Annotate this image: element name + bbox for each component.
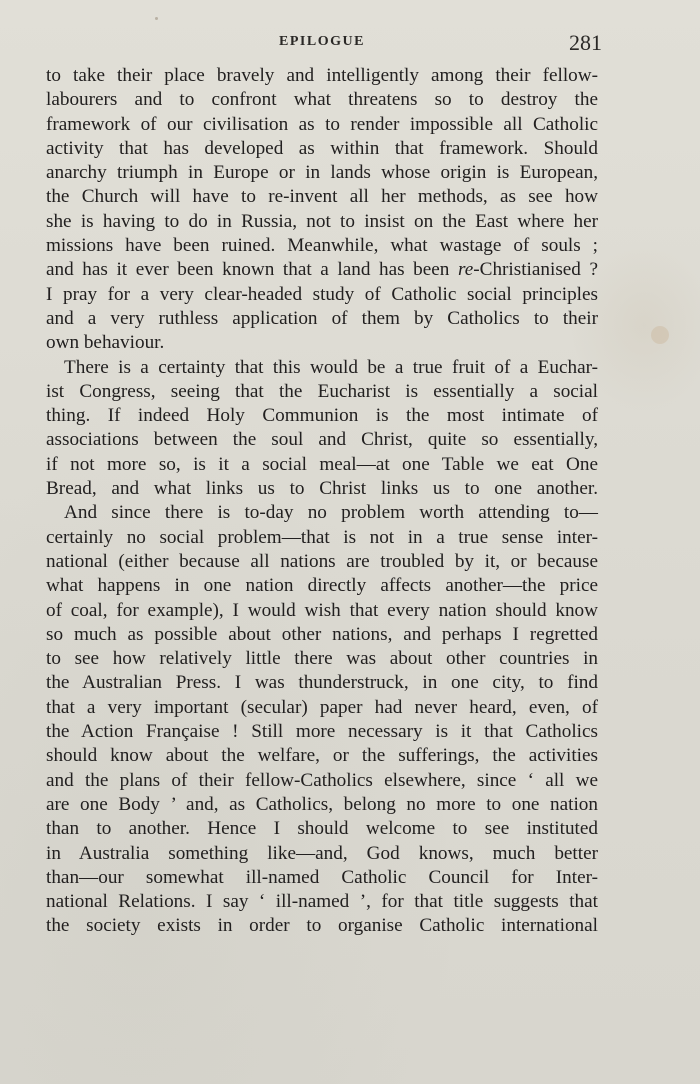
text-line: of coal, for example), I would wish that every nation should know (46, 599, 598, 621)
text-line: thing. If indeed Holy Communion is the most intimate of (46, 405, 598, 427)
text-line: she is having to do in Russia, not to insist on the East where her (46, 210, 598, 232)
text-line: that a very important (secular) paper had never heard, even, of (46, 696, 598, 718)
text-line: if not more so, is it a social meal—at one Table we eat One (46, 453, 598, 475)
text-line: own behaviour. (46, 332, 165, 354)
text-line (46, 258, 598, 282)
text-line: I pray for a very clear-headed study of Catholic social principles (46, 283, 598, 305)
text-line: certainly no social problem—that is not in a true sense inter- (46, 526, 598, 548)
italic-text: re (457, 259, 474, 281)
text-line: are one Body ’ and, as Catholics, belong no more to one nation (46, 793, 598, 815)
paper-stain (651, 326, 669, 344)
text-line: labourers and to confront what threatens so to destroy the (46, 89, 598, 111)
text-line: what happens in one nation directly affects another—the price (46, 575, 598, 597)
text-line: so much as possible about other nations, and perhaps I regretted (46, 623, 598, 645)
text-line: Bread, and what links us to Christ links us to one another. (46, 478, 598, 500)
page-header (46, 30, 602, 58)
text-line: associations between the soul and Christ, quite so essentially, (46, 429, 598, 451)
paper-speck (155, 17, 158, 20)
text-line: should know about the welfare, or the sufferings, the activities (46, 745, 598, 767)
text-line: in Australia something like—and, God knows, much better (46, 842, 598, 864)
text-line: the Church will have to re-invent all her methods, as see how (46, 186, 598, 208)
text-line: activity that has developed as within that framework. Should (46, 137, 598, 159)
paragraph-first-line: There is a certainty that this would be a true fruit of a Euchar- (64, 356, 598, 378)
text-line: than to another. Hence I should welcome to see instituted (46, 818, 598, 840)
text-line: and the plans of their fellow-Catholics elsewhere, since ‘ all we (46, 769, 598, 791)
text-line: to see how relatively little there was about other countries in (46, 648, 598, 670)
text-line: ist Congress, seeing that the Eucharist is essentially a social (46, 380, 598, 402)
running-title: EPILOGUE (279, 34, 365, 49)
text-line: the Action Française ! Still more necessary is it that Catholics (46, 721, 598, 743)
text-line: national Relations. I say ‘ ill-named ’, for that title suggests that (46, 891, 598, 913)
text-line: than—our somewhat ill-named Catholic Council for Inter- (46, 866, 598, 888)
paragraph-first-line: And since there is to-day no problem worth attending to— (64, 502, 598, 524)
text-line: to take their place bravely and intelligently among their fellow- (46, 65, 598, 86)
text-line: national (either because all nations are troubled by it, or because (46, 550, 598, 572)
text-line: anarchy triumph in Europe or in lands whose origin is European, (46, 162, 598, 184)
text-line: the Australian Press. I was thunderstruck, in one city, to find (46, 672, 598, 694)
text-line: framework of our civilisation as to render impossible all Catholic (46, 113, 598, 135)
body-text (46, 64, 598, 939)
text-segment: -Christianised ? (473, 259, 598, 281)
text-line: the society exists in order to organise Catholic international (46, 915, 598, 937)
text-segment: and has it ever been known that a land has been (46, 259, 458, 281)
page-number: 281 (569, 30, 602, 55)
text-line: missions have been ruined. Meanwhile, what wastage of souls ; (46, 235, 598, 257)
text-line: and a very ruthless application of them by Catholics to their (46, 307, 598, 329)
